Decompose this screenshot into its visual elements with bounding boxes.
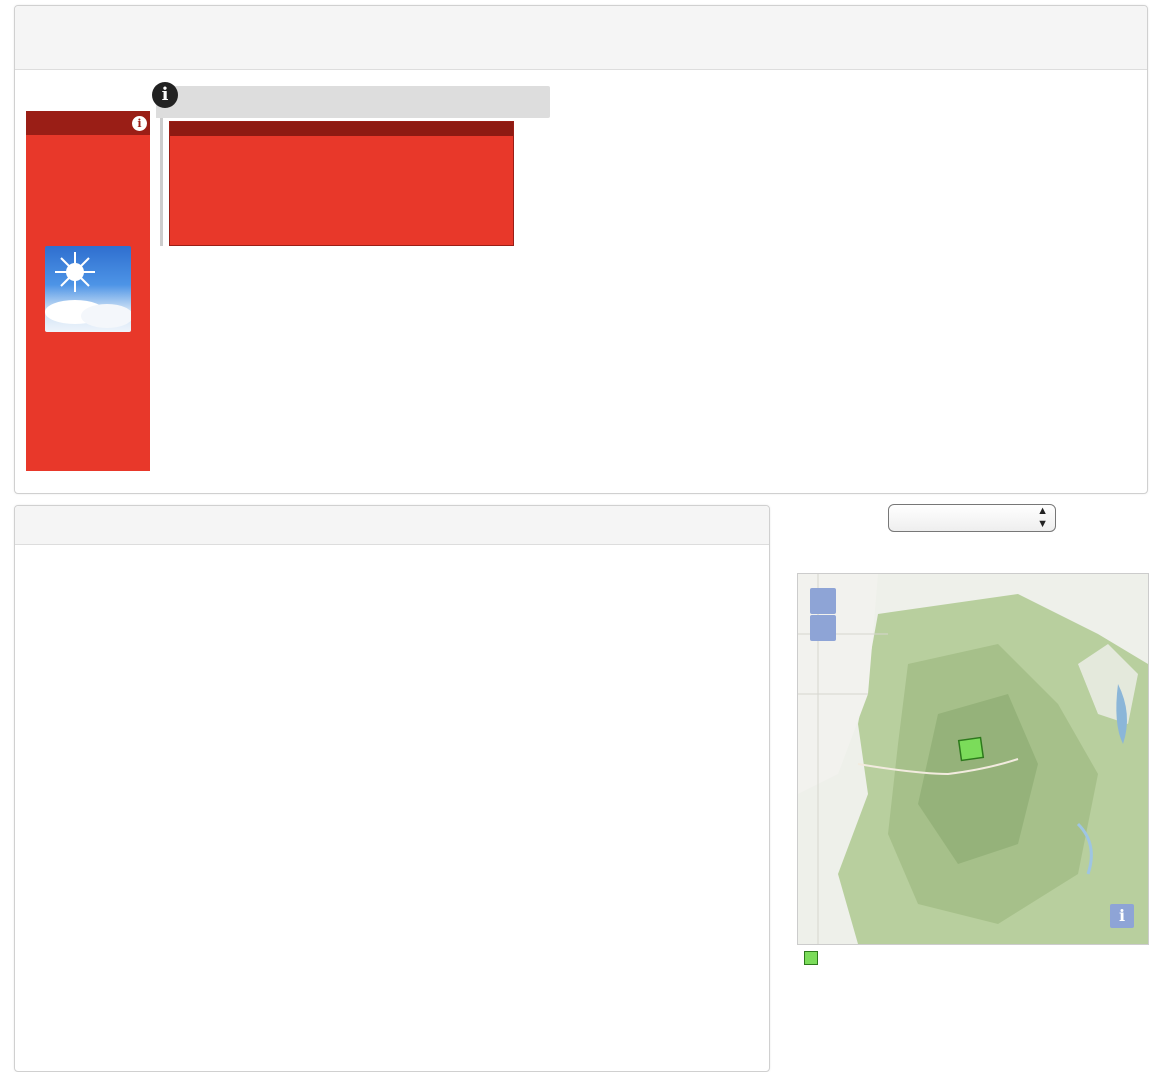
extended-forecast-panel (14, 5, 1148, 494)
forecast-map[interactable] (797, 573, 1149, 945)
detailed-forecast-panel (14, 505, 770, 1072)
zoom-out-button[interactable] (810, 615, 836, 641)
winter-storm-warning-banner[interactable] (169, 121, 514, 246)
hazard-pointer-line (160, 118, 163, 246)
info-icon[interactable]: i (132, 116, 147, 131)
now-sunny-icon (45, 246, 131, 332)
zoom-in-button[interactable] (810, 588, 836, 614)
map-info-button[interactable]: i (1110, 904, 1134, 928)
extended-forecast-header (15, 6, 1147, 70)
now-warning-box[interactable] (26, 111, 150, 471)
forecast-area-swatch (804, 951, 818, 965)
detailed-forecast-header (15, 506, 769, 545)
info-icon[interactable]: i (152, 82, 178, 108)
map-terrain (798, 574, 1148, 944)
map-type-select[interactable] (888, 504, 1056, 532)
select-arrows-icon: ▲ ▼ (1037, 505, 1048, 530)
hazard-details-link[interactable] (156, 86, 550, 118)
